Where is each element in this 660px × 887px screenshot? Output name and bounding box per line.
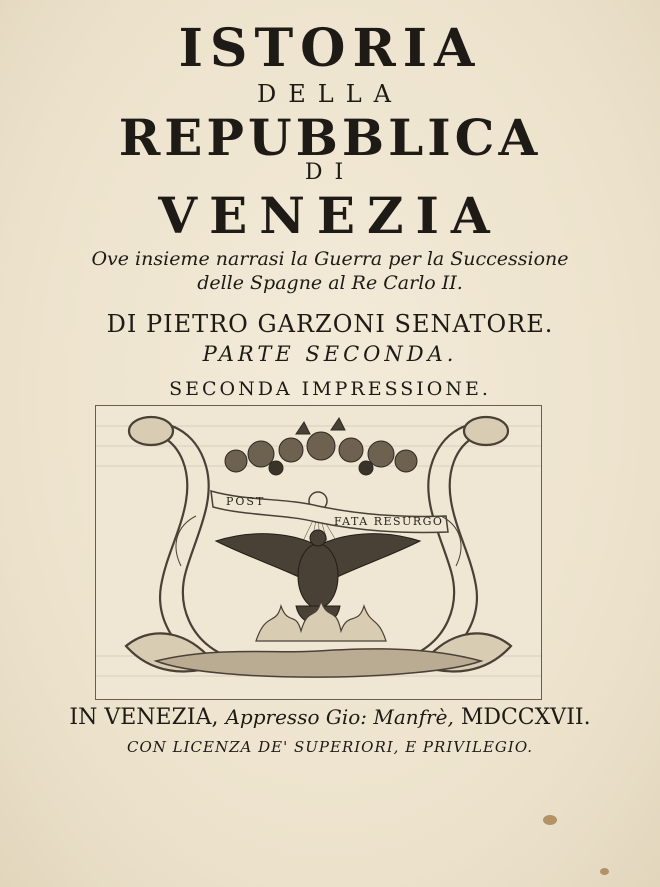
imprint-publisher: Appresso Gio: Manfrè, (225, 705, 454, 729)
license-line: CON LICENZA DE' SUPERIORI, E PRIVILEGIO. (126, 738, 534, 756)
author-line: DI PIETRO GARZONI SENATORE. (106, 310, 554, 338)
title-line-repubblica: REPUBBLICA (118, 108, 542, 167)
edition-line: SECONDA IMPRESSIONE. (169, 378, 491, 400)
subtitle-line-1: Ove insieme narrasi la Guerra per la Successione (91, 248, 569, 270)
title-line-della: DELLA (257, 80, 403, 108)
printer-device-engraving (95, 405, 542, 700)
title-line-istoria: ISTORIA (178, 18, 482, 79)
motto-fata-resurgo: FATA RESURGO (334, 515, 444, 528)
subtitle-line-2: delle Spagne al Re Carlo II. (197, 272, 463, 294)
title-line-di: DI (304, 160, 356, 185)
title-line-venezia: VENEZIA (158, 186, 502, 245)
imprint-year: MDCCXVII. (460, 705, 591, 730)
motto-post: POST (226, 495, 266, 508)
imprint-city: IN VENEZIA, (69, 705, 219, 730)
foxing-stain (543, 815, 557, 825)
imprint-line (0, 705, 660, 730)
part-line: PARTE SECONDA. (202, 342, 458, 366)
foxing-stain (600, 868, 609, 875)
